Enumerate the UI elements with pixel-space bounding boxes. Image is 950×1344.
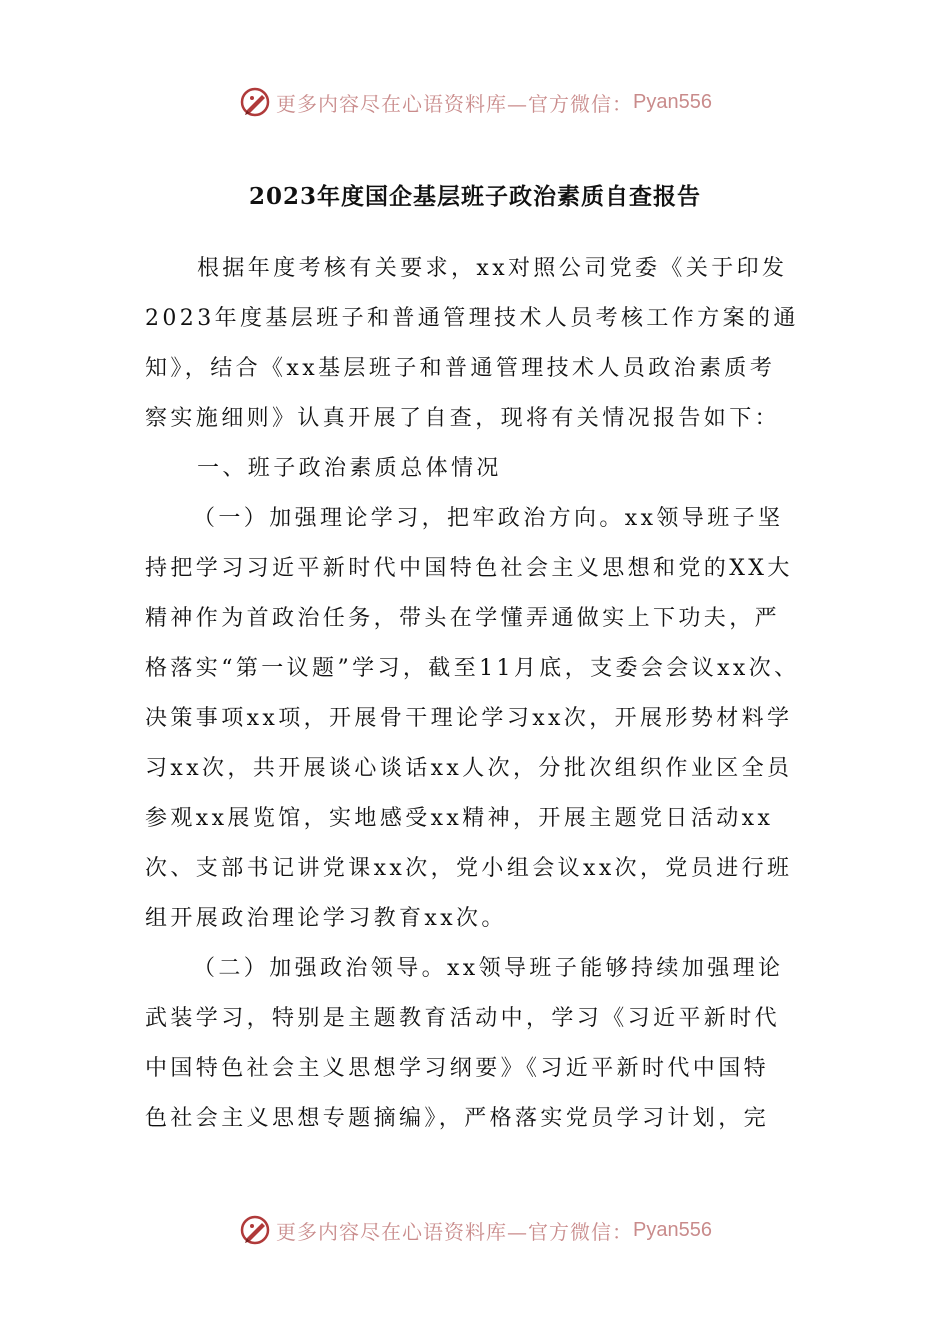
paragraph-line: 察实施细则》认真开展了自查，现将有关情况报告如下： <box>145 406 781 431</box>
paragraph-line: 持把学习习近平新时代中国特色社会主义思想和党的XX大 <box>145 556 793 581</box>
paragraph-line: 习xx次，共开展谈心谈话xx人次，分批次组织作业区全员 <box>145 756 793 781</box>
paragraph-line: 中国特色社会主义思想学习纲要》《习近平新时代中国特 <box>145 1056 770 1081</box>
pen-logo-icon <box>238 1213 272 1247</box>
paragraph-line: 精神作为首政治任务，带头在学懂弄通做实上下功夫，严 <box>145 606 781 631</box>
paragraph-line: 知》，结合《xx基层班子和普通管理技术人员政治素质考 <box>145 356 776 381</box>
paragraph-line: 色社会主义思想专题摘编》，严格落实党员学习计划，完 <box>145 1106 770 1131</box>
paragraph-line: 组开展政治理论学习教育xx次。 <box>145 906 507 931</box>
paragraph-line: 参观xx展览馆，实地感受xx精神，开展主题党日活动xx <box>145 806 774 831</box>
watermark-wechat-id: Pyan556 <box>633 90 712 113</box>
paragraph-line: 根据年度考核有关要求，xx对照公司党委《关于印发 <box>197 256 788 281</box>
paragraph-line: （一）加强理论学习，把牢政治方向。xx领导班子坚 <box>193 506 784 531</box>
document-body <box>145 244 825 1144</box>
paragraph-line: 2023年度基层班子和普通管理技术人员考核工作方案的通 <box>145 306 799 331</box>
paragraph-line: 格落实“第一议题”学习，截至11月底，支委会会议xx次、 <box>145 656 800 681</box>
document-title: 2023年度国企基层班子政治素质自查报告 <box>248 183 701 210</box>
footer-watermark <box>0 1210 950 1250</box>
paragraph-line: （二）加强政治领导。xx领导班子能够持续加强理论 <box>193 956 784 981</box>
paragraph-line: 决策事项xx项，开展骨干理论学习xx次，开展形势材料学 <box>145 706 793 731</box>
pen-logo-icon <box>238 85 272 119</box>
paragraph-line: 武装学习，特别是主题教育活动中，学习《习近平新时代 <box>145 1006 781 1031</box>
watermark-text: 更多内容尽在心语资料库—官方微信： <box>276 1219 634 1244</box>
watermark-text: 更多内容尽在心语资料库—官方微信： <box>276 91 634 116</box>
header-watermark <box>0 82 950 122</box>
watermark-wechat-id: Pyan556 <box>633 1218 712 1241</box>
paragraph-line: 次、支部书记讲党课xx次，党小组会议xx次，党员进行班 <box>145 856 793 881</box>
section-heading: 一、班子政治素质总体情况 <box>197 456 502 481</box>
